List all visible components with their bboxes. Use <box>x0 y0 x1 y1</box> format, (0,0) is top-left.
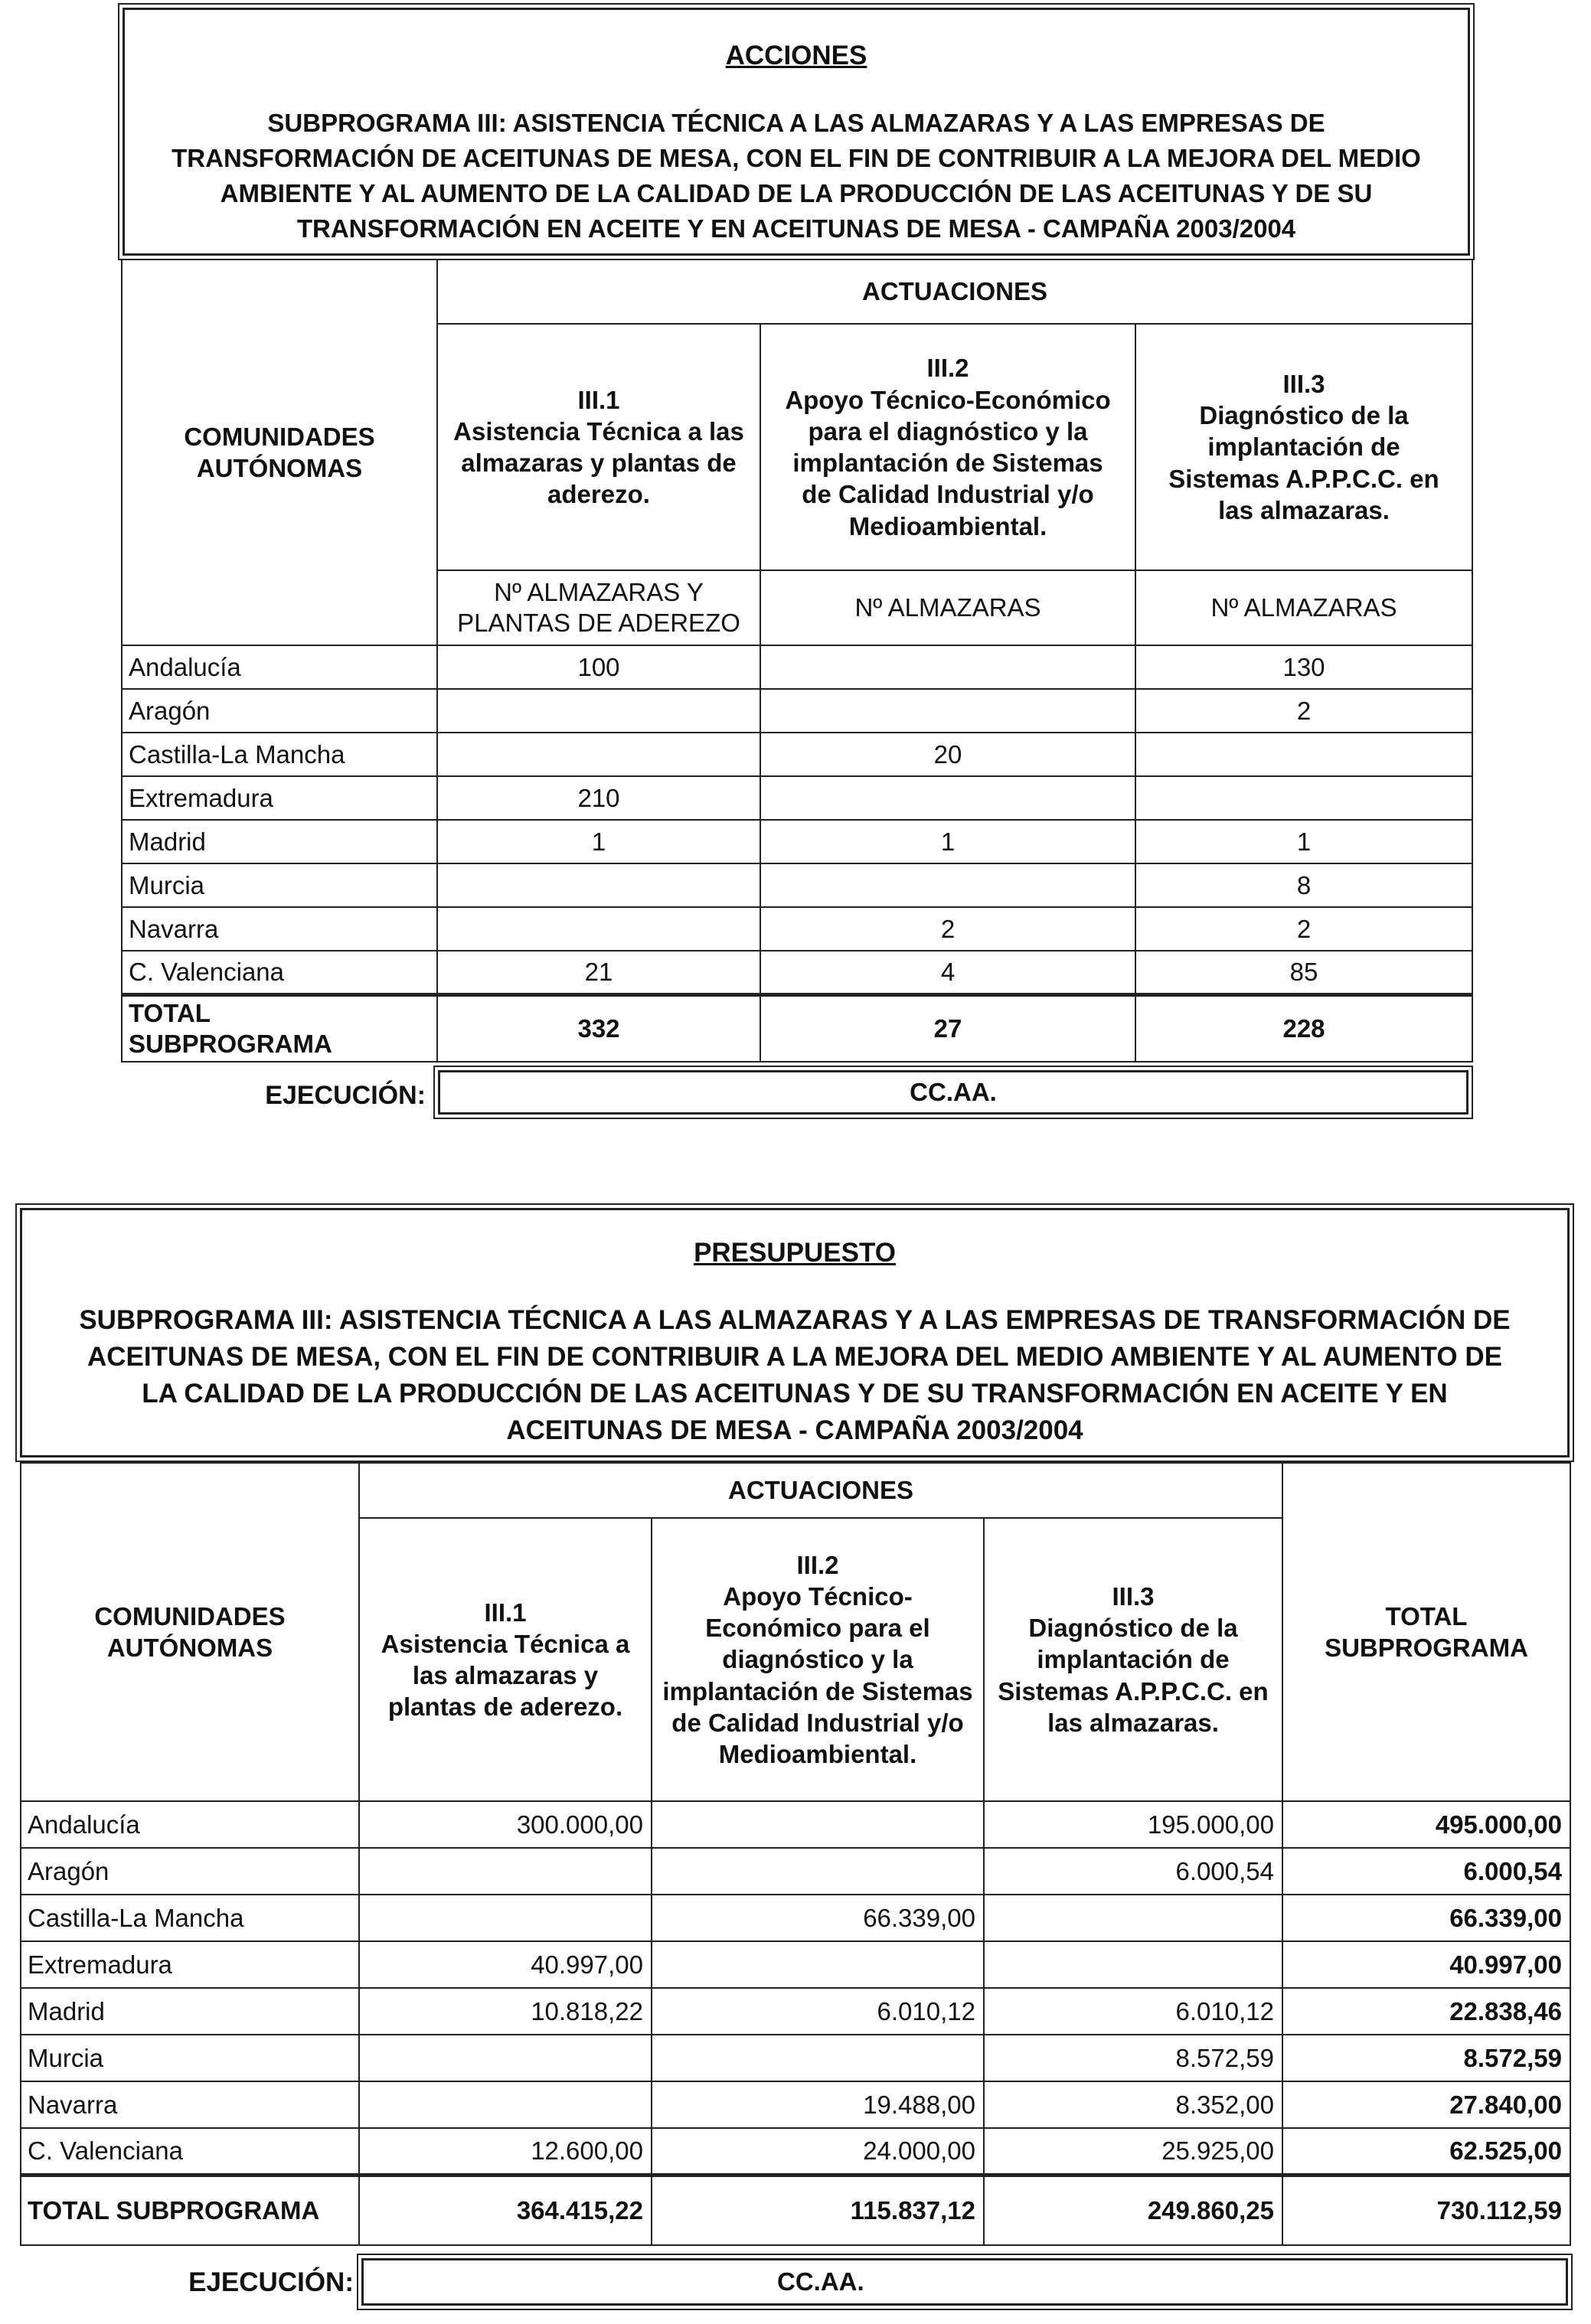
cell-iii2 <box>652 1941 984 1988</box>
header-line: Diagnóstico de la <box>1199 401 1409 430</box>
cell-iii1: 10.818,22 <box>359 1988 652 2035</box>
cell-iii3 <box>1135 733 1472 776</box>
total-iii1: 332 <box>437 994 760 1062</box>
total-label: TOTAL SUBPROGRAMA <box>21 2175 359 2245</box>
total-label-line: TOTAL <box>129 999 211 1028</box>
title-line: LA CALIDAD DE LA PRODUCCIÓN DE LAS ACEITUNAS Y DE SU TRANSFORMACIÓN EN ACEITE Y EN <box>142 1379 1448 1408</box>
cell-iii2 <box>652 1801 984 1848</box>
header-line: las almazaras y <box>412 1661 599 1689</box>
header-line: AUTÓNOMAS <box>196 454 363 482</box>
total-all: 730.112,59 <box>1282 2175 1570 2245</box>
table-row <box>21 2081 1570 2128</box>
cell-iii1 <box>359 1848 652 1895</box>
cell-iii1 <box>359 1895 652 1941</box>
header-line: III.3 <box>1112 1581 1155 1611</box>
total-row <box>21 2175 1570 2245</box>
presupuesto-title-box <box>20 1208 1570 1457</box>
cell-iii1: 300.000,00 <box>359 1801 652 1848</box>
row-label: Navarra <box>21 2081 359 2128</box>
header-line: plantas de aderezo. <box>387 1692 623 1722</box>
cell-iii3: 1 <box>1135 820 1472 863</box>
acciones-ejecucion-value: CC.AA. <box>438 1070 1468 1115</box>
cell-iii1: 1 <box>437 820 760 863</box>
col-iii2-header <box>760 324 1135 570</box>
header-line: implantación de Sistemas <box>662 1676 973 1705</box>
total-label-line: SUBPROGRAMA <box>129 1029 332 1058</box>
table-row <box>21 1801 1570 1848</box>
cell-iii1: 100 <box>437 645 760 689</box>
row-label: C. Valenciana <box>21 2128 359 2175</box>
actuaciones-header: ACTUACIONES <box>437 259 1472 324</box>
cell-iii1: 12.600,00 <box>359 2128 652 2175</box>
cell-total: 8.572,59 <box>1282 2035 1570 2081</box>
cell-iii2: 66.339,00 <box>652 1895 984 1941</box>
actuaciones-header: ACTUACIONES <box>359 1463 1282 1518</box>
cell-iii3 <box>984 1941 1282 1988</box>
unit-line: Nº ALMAZARAS Y <box>494 578 704 607</box>
title-line: TRANSFORMACIÓN EN ACEITE Y EN ACEITUNAS DE MESA - CAMPAÑA 2003/2004 <box>296 214 1296 243</box>
row-label: Navarra <box>122 907 437 951</box>
cell-iii3: 8 <box>1135 863 1472 907</box>
header-line: III.2 <box>926 354 969 383</box>
header-line: III.1 <box>577 385 620 414</box>
table-row <box>122 689 1472 733</box>
header-line: COMUNIDADES <box>184 422 375 451</box>
cell-iii2 <box>760 689 1135 733</box>
header-line: III.3 <box>1282 369 1325 398</box>
table-row <box>21 1848 1570 1895</box>
header-line: COMUNIDADES <box>94 1601 286 1630</box>
col-iii2-header <box>652 1518 984 1801</box>
total-iii3: 249.860,25 <box>984 2175 1282 2245</box>
cell-iii3: 85 <box>1135 951 1472 994</box>
presupuesto-ejecucion-value: CC.AA. <box>361 2258 1568 2306</box>
header-line: las almazaras. <box>1218 495 1390 524</box>
header-line: Apoyo Técnico- <box>723 1581 913 1611</box>
unit-iii2: Nº ALMAZARAS <box>760 570 1135 645</box>
row-label: Castilla-La Mancha <box>122 733 437 776</box>
table-row <box>122 733 1472 776</box>
total-iii2: 115.837,12 <box>652 2175 984 2245</box>
cell-total: 66.339,00 <box>1282 1895 1570 1941</box>
header-line: TOTAL <box>1385 1601 1468 1630</box>
header-line: para el diagnóstico y la <box>808 416 1088 446</box>
table-row <box>122 776 1472 820</box>
table-row <box>122 951 1472 994</box>
cell-iii1: 21 <box>437 951 760 994</box>
row-label: Extremadura <box>21 1941 359 1988</box>
comunidades-header <box>122 259 437 645</box>
col-iii3-header <box>984 1518 1282 1801</box>
cell-iii3: 2 <box>1135 907 1472 951</box>
cell-iii1 <box>437 689 760 733</box>
row-label: Aragón <box>21 1848 359 1895</box>
title-line: SUBPROGRAMA III: ASISTENCIA TÉCNICA A LAS ALMAZARAS Y A LAS EMPRESAS DE TRANSFORMACIÓN DE <box>79 1305 1511 1335</box>
header-line: Sistemas A.P.P.C.C. en <box>998 1676 1269 1705</box>
header-line: diagnóstico y la <box>722 1645 913 1674</box>
acciones-title-box <box>123 8 1470 256</box>
header-line: Diagnóstico de la <box>1028 1614 1238 1643</box>
title-line: AMBIENTE Y AL AUMENTO DE LA CALIDAD DE LA PRODUCCIÓN DE LAS ACEITUNAS Y DE SU <box>220 179 1373 207</box>
cell-iii2 <box>760 645 1135 689</box>
cell-iii2 <box>760 776 1135 820</box>
total-subprograma-header <box>1282 1463 1570 1801</box>
row-label: Murcia <box>122 863 437 907</box>
cell-iii1 <box>437 907 760 951</box>
cell-iii1: 210 <box>437 776 760 820</box>
cell-iii3 <box>1135 776 1472 820</box>
header-line: AUTÓNOMAS <box>106 1634 273 1662</box>
acciones-table <box>121 259 1473 1062</box>
table-row <box>21 1895 1570 1941</box>
presupuesto-title <box>22 1302 1567 1449</box>
title-line: ACEITUNAS DE MESA, CON EL FIN DE CONTRIBUIR A LA MEJORA DEL MEDIO AMBIENTE Y AL AUMENTO DE <box>87 1342 1502 1372</box>
cell-iii3: 6.000,54 <box>984 1848 1282 1895</box>
comunidades-header <box>21 1463 359 1801</box>
cell-iii3: 2 <box>1135 689 1472 733</box>
header-line: III.1 <box>484 1598 527 1627</box>
cell-iii1 <box>437 733 760 776</box>
cell-iii3 <box>984 1895 1282 1941</box>
col-iii1-header <box>437 324 760 570</box>
title-line: TRANSFORMACIÓN DE ACEITUNAS DE MESA, CON EL FIN DE CONTRIBUIR A LA MEJORA DEL MEDIO <box>172 144 1421 172</box>
total-row <box>122 994 1472 1062</box>
cell-iii2: 19.488,00 <box>652 2081 984 2128</box>
acciones-heading: ACCIONES <box>725 41 867 70</box>
col-iii3-header <box>1135 324 1472 570</box>
cell-iii2: 6.010,12 <box>652 1988 984 2035</box>
total-label <box>122 994 437 1062</box>
presupuesto-heading: PRESUPUESTO <box>694 1238 896 1268</box>
unit-line: PLANTAS DE ADEREZO <box>457 609 740 637</box>
table-row <box>21 2035 1570 2081</box>
cell-total: 40.997,00 <box>1282 1941 1570 1988</box>
row-label: Murcia <box>21 2035 359 2081</box>
table-row <box>122 820 1472 863</box>
total-iii3: 228 <box>1135 994 1472 1062</box>
header-line: Apoyo Técnico-Económico <box>785 385 1111 414</box>
header-line: Medioambiental. <box>718 1740 917 1769</box>
cell-iii3: 6.010,12 <box>984 1988 1282 2035</box>
cell-iii3: 25.925,00 <box>984 2128 1282 2175</box>
cell-iii1 <box>437 863 760 907</box>
row-label: Madrid <box>122 820 437 863</box>
presupuesto-table <box>20 1462 1571 2246</box>
row-label: Aragón <box>122 689 437 733</box>
cell-iii1 <box>359 2035 652 2081</box>
header-line: implantación de Sistemas <box>792 449 1103 477</box>
cell-iii3: 130 <box>1135 645 1472 689</box>
total-iii2: 27 <box>760 994 1135 1062</box>
table-row <box>122 645 1472 689</box>
header-line: almazaras y plantas de <box>461 449 737 477</box>
cell-iii3: 8.352,00 <box>984 2081 1282 2128</box>
cell-iii1: 40.997,00 <box>359 1941 652 1988</box>
header-line: SUBPROGRAMA <box>1325 1634 1528 1662</box>
unit-iii3: Nº ALMAZARAS <box>1135 570 1472 645</box>
header-line: las almazaras. <box>1047 1708 1219 1737</box>
acciones-title <box>125 106 1468 246</box>
header-line: III.2 <box>796 1550 839 1579</box>
cell-total: 495.000,00 <box>1282 1801 1570 1848</box>
header-line: de Calidad Industrial y/o <box>802 480 1094 509</box>
row-label: Castilla-La Mancha <box>21 1895 359 1941</box>
cell-iii2: 4 <box>760 951 1135 994</box>
header-line: Sistemas A.P.P.C.C. en <box>1168 464 1439 493</box>
table-row <box>21 2128 1570 2175</box>
header-line: Asistencia Técnica a <box>381 1629 630 1658</box>
header-line: Medioambiental. <box>848 511 1047 540</box>
header-line: implantación de <box>1207 432 1400 462</box>
header-line: aderezo. <box>547 480 650 509</box>
header-line: Asistencia Técnica a las <box>453 416 744 446</box>
total-iii1: 364.415,22 <box>359 2175 652 2245</box>
cell-total: 27.840,00 <box>1282 2081 1570 2128</box>
col-iii1-header <box>359 1518 652 1801</box>
unit-iii1 <box>437 570 760 645</box>
cell-total: 6.000,54 <box>1282 1848 1570 1895</box>
cell-iii1 <box>359 2081 652 2128</box>
row-label: Andalucía <box>21 1801 359 1848</box>
cell-iii2: 24.000,00 <box>652 2128 984 2175</box>
header-line: implantación de <box>1037 1645 1230 1674</box>
row-label: Extremadura <box>122 776 437 820</box>
cell-iii2 <box>652 2035 984 2081</box>
acciones-ejecucion-label: EJECUCIÓN: <box>265 1081 426 1110</box>
row-label: Madrid <box>21 1988 359 2035</box>
table-row <box>21 1941 1570 1988</box>
cell-iii2: 1 <box>760 820 1135 863</box>
table-row <box>122 907 1472 951</box>
cell-iii2 <box>652 1848 984 1895</box>
title-line: ACEITUNAS DE MESA - CAMPAÑA 2003/2004 <box>506 1415 1083 1445</box>
cell-iii2: 2 <box>760 907 1135 951</box>
header-line: de Calidad Industrial y/o <box>671 1708 964 1737</box>
row-label: C. Valenciana <box>122 951 437 994</box>
presupuesto-ejecucion-label: EJECUCIÓN: <box>188 2267 354 2297</box>
cell-total: 22.838,46 <box>1282 1988 1570 2035</box>
cell-iii2: 20 <box>760 733 1135 776</box>
cell-iii2 <box>760 863 1135 907</box>
table-row <box>122 863 1472 907</box>
cell-total: 62.525,00 <box>1282 2128 1570 2175</box>
title-line: SUBPROGRAMA III: ASISTENCIA TÉCNICA A LAS ALMAZARAS Y A LAS EMPRESAS DE <box>267 109 1325 137</box>
table-row <box>21 1988 1570 2035</box>
cell-iii3: 8.572,59 <box>984 2035 1282 2081</box>
header-line: Económico para el <box>705 1614 930 1643</box>
row-label: Andalucía <box>122 645 437 689</box>
cell-iii3: 195.000,00 <box>984 1801 1282 1848</box>
